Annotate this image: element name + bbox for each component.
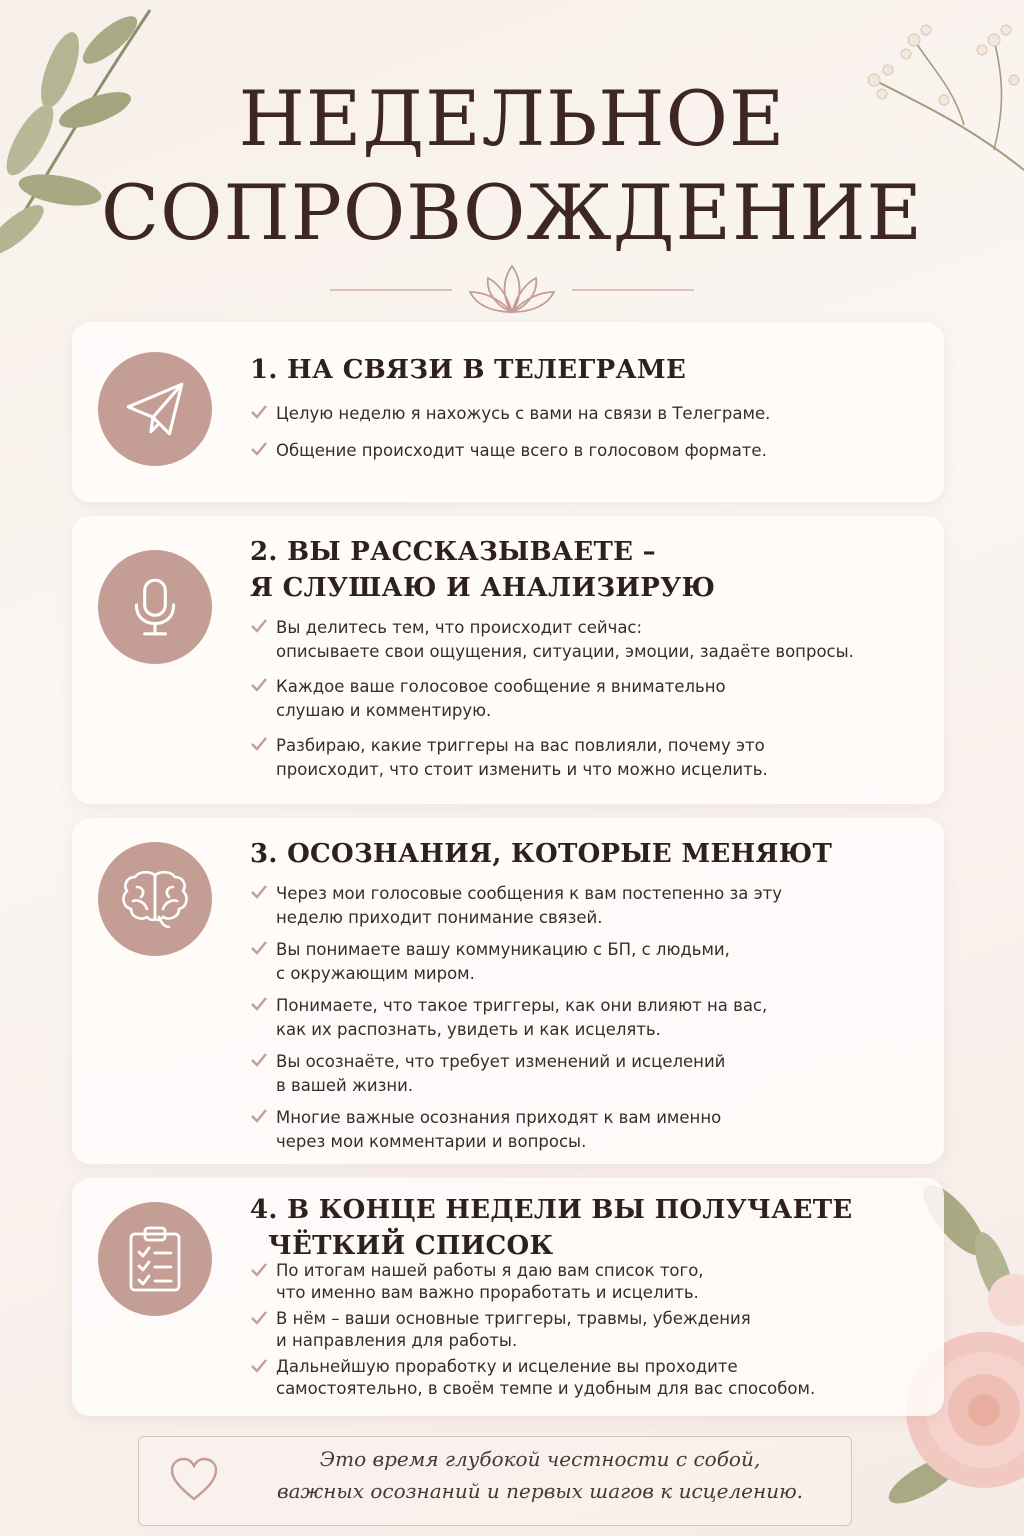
page-title-line1: НЕДЕЛЬНОЕ bbox=[238, 74, 786, 163]
lotus-divider-icon bbox=[330, 260, 694, 320]
list-item: Дальнейшую проработку и исцеление вы проходите самостоятельно, в своём темпе и удобным для вас способом. bbox=[250, 1356, 920, 1400]
section-list bbox=[250, 402, 920, 463]
footer-quote bbox=[138, 1436, 852, 1526]
paper-plane-icon bbox=[122, 376, 188, 442]
section-card-listen bbox=[72, 516, 944, 804]
list-item: Целую неделю я нахожусь с вами на связи в Телеграме. bbox=[250, 402, 920, 426]
footer-line1: Это время глубокой честности с собой, bbox=[319, 1447, 761, 1471]
clipboard-checklist-icon bbox=[125, 1224, 185, 1294]
section-icon-circle bbox=[98, 1202, 212, 1316]
list-item: Каждое ваше голосовое сообщение я внимательно слушаю и комментирую. bbox=[250, 675, 920, 723]
section-heading: 3. ОСОЗНАНИЯ, КОТОРЫЕ МЕНЯЮТ bbox=[250, 839, 833, 869]
check-icon bbox=[250, 1261, 268, 1279]
heart-icon bbox=[169, 1457, 219, 1503]
list-item: Через мои голосовые сообщения к вам постепенно за эту неделю приходит понимание связей. bbox=[250, 882, 920, 930]
footer-line2: важных осознаний и первых шагов к исцелению. bbox=[276, 1479, 804, 1503]
list-item: Вы понимаете вашу коммуникацию с БП, с людьми, с окружающим миром. bbox=[250, 938, 920, 986]
section-card-insights bbox=[72, 818, 944, 1164]
section-icon-circle bbox=[98, 550, 212, 664]
check-icon bbox=[250, 617, 268, 635]
section-heading: 2. ВЫ РАССКАЗЫВАЕТЕ – Я СЛУШАЮ И АНАЛИЗИРУЮ bbox=[250, 537, 716, 603]
check-icon bbox=[250, 995, 268, 1013]
check-icon bbox=[250, 1107, 268, 1125]
section-icon-circle bbox=[98, 352, 212, 466]
section-card-telegram bbox=[72, 322, 944, 502]
check-icon bbox=[250, 1051, 268, 1069]
list-item: В нём – ваши основные триггеры, травмы, убеждения и направления для работы. bbox=[250, 1308, 920, 1352]
check-icon bbox=[250, 440, 268, 458]
list-item: Вы осознаёте, что требует изменений и исцелений в вашей жизни. bbox=[250, 1050, 920, 1098]
check-icon bbox=[250, 883, 268, 901]
check-icon bbox=[250, 676, 268, 694]
list-item: По итогам нашей работы я даю вам список того, что именно вам важно проработать и исцелить. bbox=[250, 1260, 920, 1304]
page-title-line2: СОПРОВОЖДЕНИЕ bbox=[100, 168, 924, 257]
list-item: Разбираю, какие триггеры на вас повлияли, почему это происходит, что стоит изменить и что можно исцелить. bbox=[250, 734, 920, 782]
section-heading: 4. В КОНЦЕ НЕДЕЛИ ВЫ ПОЛУЧАЕТЕ ЧЁТКИЙ СПИСОК bbox=[250, 1195, 853, 1261]
list-item: Общение происходит чаще всего в голосовом формате. bbox=[250, 439, 920, 463]
section-heading: 1. НА СВЯЗИ В ТЕЛЕГРАМЕ bbox=[250, 355, 687, 385]
check-icon bbox=[250, 939, 268, 957]
check-icon bbox=[250, 1309, 268, 1327]
section-list bbox=[250, 616, 920, 782]
microphone-icon bbox=[122, 574, 188, 640]
list-item: Многие важные осознания приходят к вам именно через мои комментарии и вопросы. bbox=[250, 1106, 920, 1154]
brain-icon bbox=[119, 867, 191, 931]
section-card-list bbox=[72, 1178, 944, 1416]
list-item: Вы делитесь тем, что происходит сейчас: описываете свои ощущения, ситуации, эмоции, задаёте вопросы. bbox=[250, 616, 920, 664]
section-icon-circle bbox=[98, 842, 212, 956]
list-item: Понимаете, что такое триггеры, как они влияют на вас, как их распознать, увидеть и как исцелять. bbox=[250, 994, 920, 1042]
check-icon bbox=[250, 403, 268, 421]
check-icon bbox=[250, 735, 268, 753]
section-list bbox=[250, 1260, 920, 1400]
section-list bbox=[250, 882, 920, 1154]
check-icon bbox=[250, 1357, 268, 1375]
